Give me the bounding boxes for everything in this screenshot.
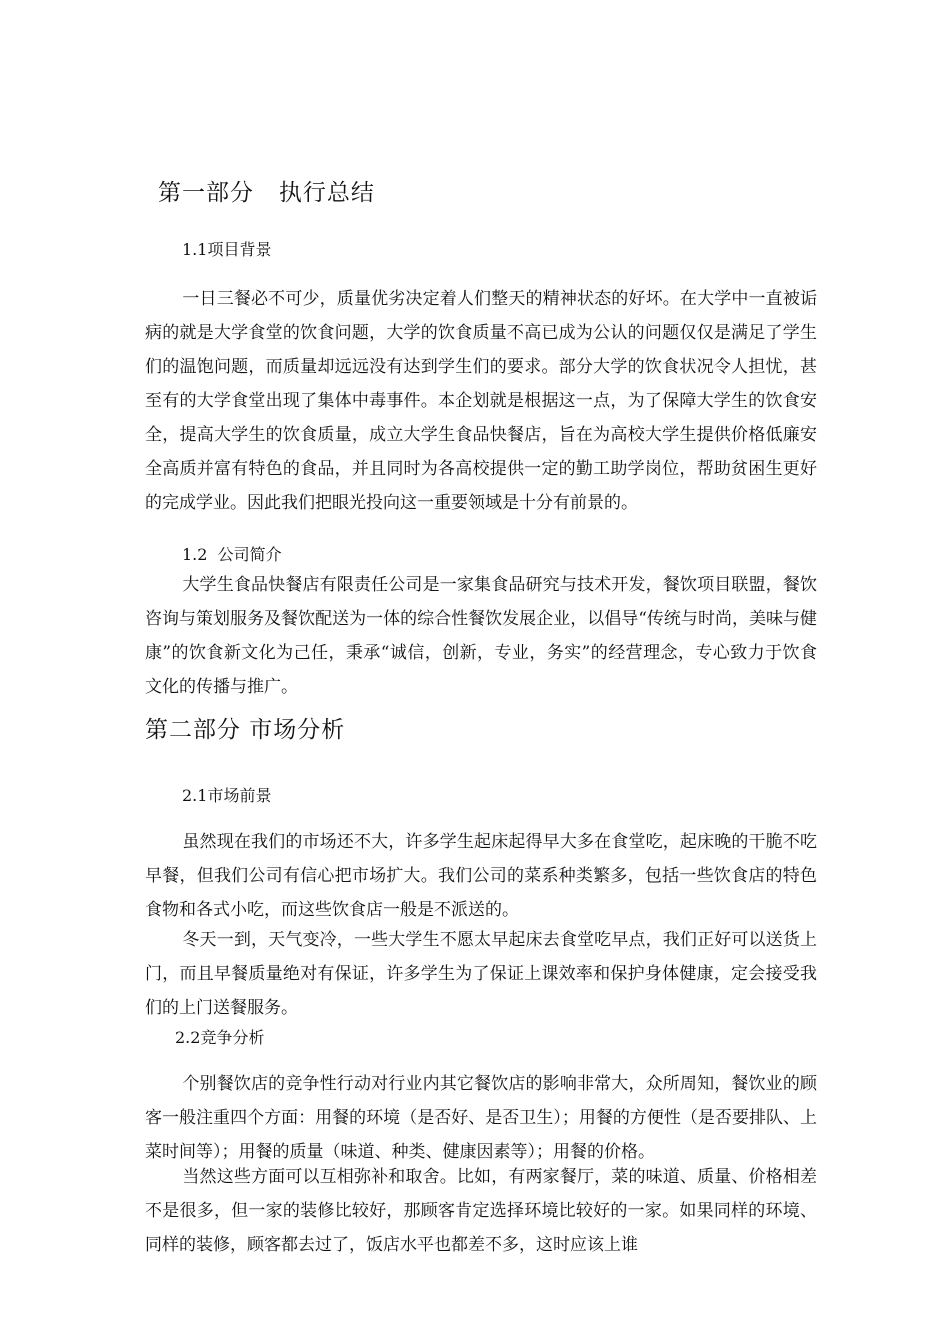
paragraph-text: 个别餐饮店的竞争性行动对行业内其它餐饮店的影响非常大，众所周知，餐饮业的顾客一般注重四个方面：用餐的环境（是否好、是否卫生）；用餐的方便性（是否要排队、上菜时间等）；用餐的质量（味道、种类、健康因素等）；用餐的价格。 [145, 1074, 817, 1162]
part2-title: 第二部分 市场分析 [145, 717, 346, 743]
section-2-2-paragraph-2 [145, 1160, 817, 1262]
part1-title: 第一部分 执行总结 [158, 180, 375, 206]
section-2-1-heading: 2.1市场前景 [182, 786, 272, 805]
section-2-2-paragraph-1 [145, 1067, 817, 1169]
section-2-1-paragraph-1 [145, 825, 817, 927]
section-2-1-paragraph-2 [145, 923, 817, 1025]
paragraph-text: 当然这些方面可以互相弥补和取舍。比如，有两家餐厅，菜的味道、质量、价格相差不是很多，但一家的装修比较好，那顾客肯定选择环境比较好的一家。如果同样的环境、同样的装修，顾客都去过了，饭店水平也都差不多，这时应该上谁 [145, 1167, 817, 1255]
section-1-2-heading: 1.2 公司简介 [182, 545, 282, 564]
section-1-1-paragraph [145, 282, 817, 520]
paragraph-text: 一日三餐必不可少，质量优劣决定着人们整天的精神状态的好坏。在大学中一直被诟病的就是大学食堂的饮食问题，大学的饮食质量不高已成为公认的问题仅仅是满足了学生们的温饱问题，而质量却远远没有达到学生们的要求。部分大学的饮食状况令人担忧，甚至有的大学食堂出现了集体中毒事件。本企划就是根据这一点，为了保障大学生的饮食安全，提高大学生的饮食质量，成立大学生食品快餐店，旨在为高校大学生提供价格低廉安全高质并富有特色的食品，并且同时为各高校提供一定的勤工助学岗位，帮助贫困生更好的完成学业。因此我们把眼光投向这一重要领域是十分有前景的。 [145, 289, 817, 513]
section-1-1-heading: 1.1项目背景 [182, 240, 272, 259]
section-2-2-heading: 2.2竞争分析 [175, 1028, 265, 1047]
paragraph-text: 大学生食品快餐店有限责任公司是一家集食品研究与技术开发，餐饮项目联盟，餐饮咨询与策划服务及餐饮配送为一体的综合性餐饮发展企业，以倡导“传统与时尚，美味与健康”的饮食新文化为己任，秉承“诚信，创新，专业，务实”的经营理念，专心致力于饮食文化的传播与推广。 [145, 575, 817, 697]
paragraph-text: 冬天一到，天气变冷，一些大学生不愿太早起床去食堂吃早点，我们正好可以送货上门，而且早餐质量绝对有保证，许多学生为了保证上课效率和保护身体健康，定会接受我们的上门送餐服务。 [145, 930, 817, 1018]
paragraph-text: 虽然现在我们的市场还不大，许多学生起床起得早大多在食堂吃，起床晚的干脆不吃早餐，但我们公司有信心把市场扩大。我们公司的菜系种类繁多，包括一些饮食店的特色食物和各式小吃，而这些饮食店一般是不派送的。 [145, 832, 817, 920]
section-1-2-paragraph [145, 568, 817, 704]
